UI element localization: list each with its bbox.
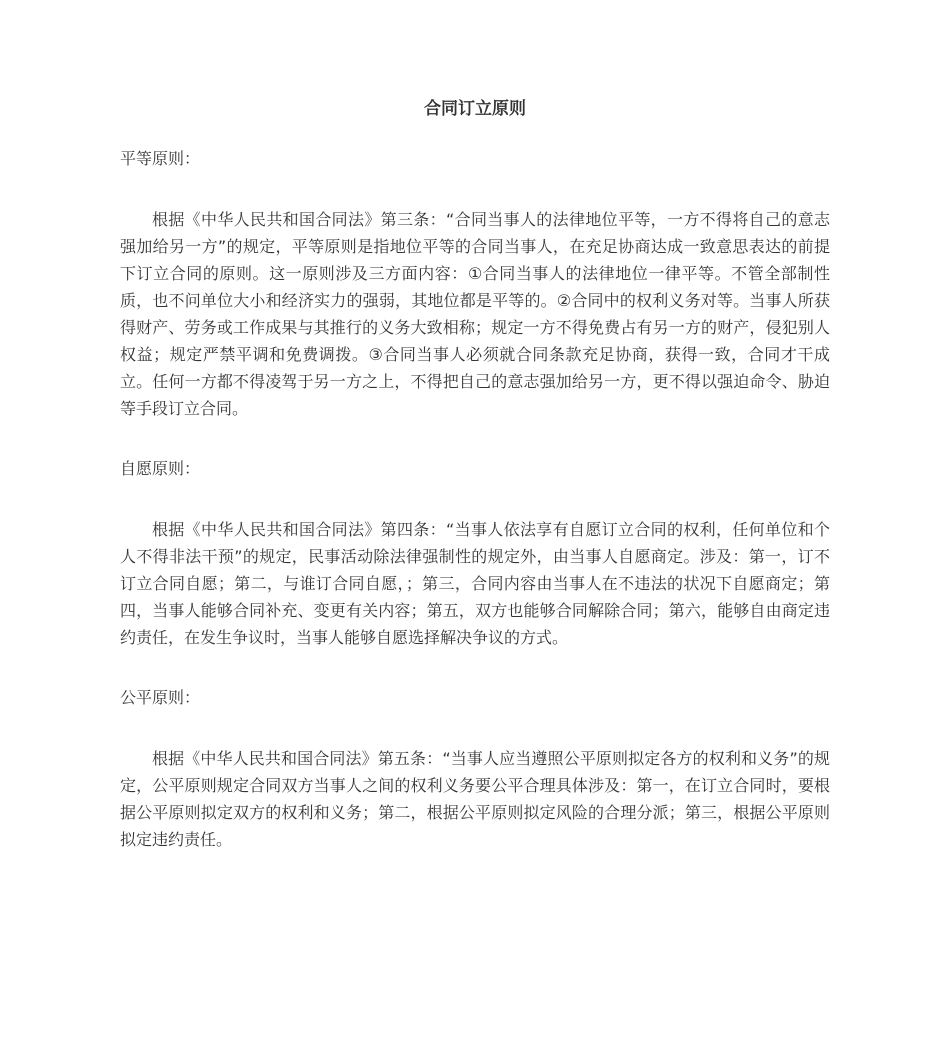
section-heading-voluntary: 自愿原则：: [120, 459, 201, 478]
section-heading-equality: 平等原则：: [120, 149, 201, 168]
document-page: [120, 96, 830, 853]
section-heading-fairness: 公平原则：: [120, 688, 201, 707]
document-title: 合同订立原则: [424, 99, 526, 119]
spacer: [120, 651, 830, 685]
spacer: [120, 482, 830, 516]
section-body-voluntary: 根据《中华人民共和国合同法》第四条：“当事人依法享有自愿订立合同的权利，任何单位和个人不得非法干预”的规定，民事活动除法律强制性的规定外，由当事人自愿商定。涉及：第一，订不订立合同自愿；第二，与谁订合同自愿，；第三，合同内容由当事人在不违法的状况下自愿商定；第四，当事人能够合同补充、变更有关内容；第五，双方也能够合同解除合同；第六，能够自由商定违约责任，在发生争议时，当事人能够自愿选择解决争议的方式。: [120, 520, 830, 647]
section-body-fairness: 根据《中华人民共和国合同法》第五条：“当事人应当遵照公平原则拟定各方的权利和义务”的规定，公平原则规定合同双方当事人之间的权利义务要公平合理具体涉及：第一，在订立合同时，要根据公平原则拟定双方的权利和义务；第二，根据公平原则拟定风险的合理分派；第三，根据公平原则拟定违约责任。: [120, 749, 830, 849]
spacer: [120, 711, 830, 745]
section-body-equality: 根据《中华人民共和国合同法》第三条：“合同当事人的法律地位平等，一方不得将自己的意志强加给另一方”的规定，平等原则是指地位平等的合同当事人，在充足协商达成一致意思表达的前提下订立合同的原则。这一原则涉及三方面内容：①合同当事人的法律地位一律平等。不管全部制性质，也不问单位大小和经济实力的强弱，其地位都是平等的。②合同中的权利义务对等。当事人所获得财产、劳务或工作成果与其推行的义务大致相称；规定一方不得免费占有另一方的财产，侵犯别人权益；规定严禁平调和免费调拨。③合同当事人必须就合同条款充足协商，获得一致，合同才干成立。任何一方都不得凌驾于另一方之上，不得把自己的意志强加给另一方，更不得以强迫命令、胁迫等手段订立合同。: [120, 210, 830, 418]
spacer: [120, 172, 830, 206]
spacer: [120, 422, 830, 456]
